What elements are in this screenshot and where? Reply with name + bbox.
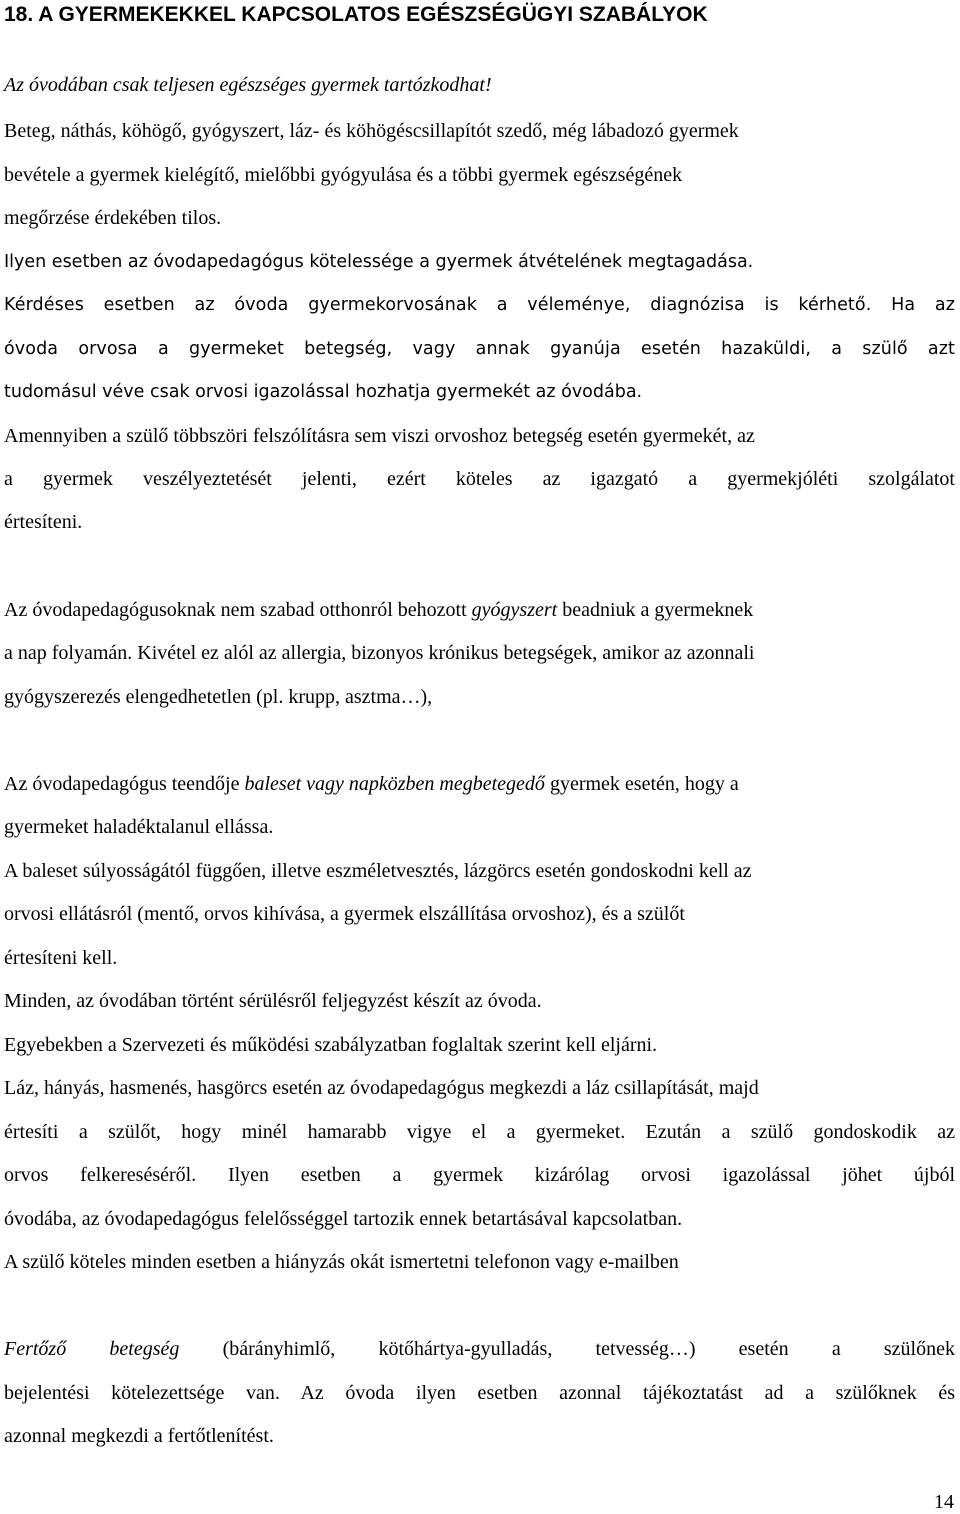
text-line: Egyebekben a Szervezeti és működési szabályzatban foglaltak szerint kell eljárni. <box>4 1034 658 1056</box>
emphasis-text: gyógyszert <box>471 599 558 621</box>
text-line: óvoda orvosa a gyermeket betegség, vagy annak gyanúja esetén hazaküldi, a szülő azt <box>4 339 955 359</box>
text-line: A baleset súlyosságától függően, illetve eszméletvesztés, lázgörcs esetén gondoskodni kell az <box>4 860 752 882</box>
text-line: gyermeket haladéktalanul ellássa. <box>4 816 274 838</box>
text-run: gyermek esetén, hogy a <box>544 773 739 795</box>
text-line: értesíteni. <box>4 511 83 533</box>
text-line: a nap folyamán. Kivétel ez alól az allergia, bizonyos krónikus betegségek, amikor az azonnali <box>4 642 755 664</box>
text-line: értesíteni kell. <box>4 947 118 969</box>
text-run: Az óvodapedagógus teendője <box>4 773 245 795</box>
text-run: Az óvodapedagógusoknak nem szabad otthonról behozott <box>4 599 472 621</box>
text-line: Kérdéses esetben az óvoda gyermekorvosának a véleménye, diagnózisa is kérhető. Ha az <box>4 295 955 315</box>
text-line: A szülő köteles minden esetben a hiányzás okát ismertetni telefonon vagy e-mailben <box>4 1251 679 1273</box>
text-line: Amennyiben a szülő többszöri felszólításra sem viszi orvoshoz betegség esetén gyermekét, az <box>4 425 755 447</box>
page-number: 14 <box>934 1491 954 1513</box>
text-line: Beteg, náthás, köhögő, gyógyszert, láz- és köhögéscsillapítót szedő, még lábadozó gyermek <box>4 120 739 142</box>
text-line: a gyermek veszélyeztetését jelenti, ezért köteles az igazgató a gyermekjóléti szolgálatot <box>4 468 955 490</box>
text-line: Ilyen esetben az óvodapedagógus kötelessége a gyermek átvételének megtagadása. <box>4 252 754 272</box>
text-line: Minden, az óvodában történt sérülésről feljegyzést készít az óvoda. <box>4 990 542 1012</box>
emphasis-text: baleset vagy napközben megbetegedő <box>244 773 545 795</box>
text-run: beadniuk a gyermeknek <box>557 599 754 621</box>
text-line: megőrzése érdekében tilos. <box>4 207 222 229</box>
text-line <box>4 771 955 797</box>
text-line: orvosi ellátásról (mentő, orvos kihívása, a gyermek elszállítása orvoshoz), és a szülőt <box>4 903 685 925</box>
text-line: értesíti a szülőt, hogy minél hamarabb vigye el a gyermeket. Ezután a szülő gondoskodik az <box>4 1121 955 1143</box>
text-line: Az óvodában csak teljesen egészséges gyermek tartózkodhat! <box>4 74 492 96</box>
text-line: azonnal megkezdi a fertőtlenítést. <box>4 1425 274 1447</box>
text-line: gyógyszerezés elengedhetetlen (pl. krupp, asztma…), <box>4 686 433 708</box>
text-run: (bárányhimlő, kötőhártya-gyulladás, tetvesség…) esetén a szülőnek <box>179 1338 955 1360</box>
section-heading: 18. A GYERMEKEKKEL KAPCSOLATOS EGÉSZSÉGÜGYI SZABÁLYOK <box>4 3 708 26</box>
text-line: Láz, hányás, hasmenés, hasgörcs esetén az óvodapedagógus megkezdi a láz csillapítását, majd <box>4 1077 759 1099</box>
emphasis-text: Fertőző betegség <box>4 1338 180 1360</box>
text-line: bevétele a gyermek kielégítő, mielőbbi gyógyulása és a többi gyermek egészségének <box>4 164 683 186</box>
text-line: tudomásul véve csak orvosi igazolással hozhatja gyermekét az óvodába. <box>4 382 643 402</box>
text-line: bejelentési kötelezettsége van. Az óvoda ilyen esetben azonnal tájékoztatást ad a szülőknek és <box>4 1382 955 1404</box>
text-line: orvos felkereséséről. Ilyen esetben a gyermek kizárólag orvosi igazolással jöhet újból <box>4 1164 955 1186</box>
text-line: óvodába, az óvodapedagógus felelősséggel tartozik ennek betartásával kapcsolatban. <box>4 1208 683 1230</box>
text-line <box>4 1336 955 1362</box>
text-line <box>4 597 955 623</box>
